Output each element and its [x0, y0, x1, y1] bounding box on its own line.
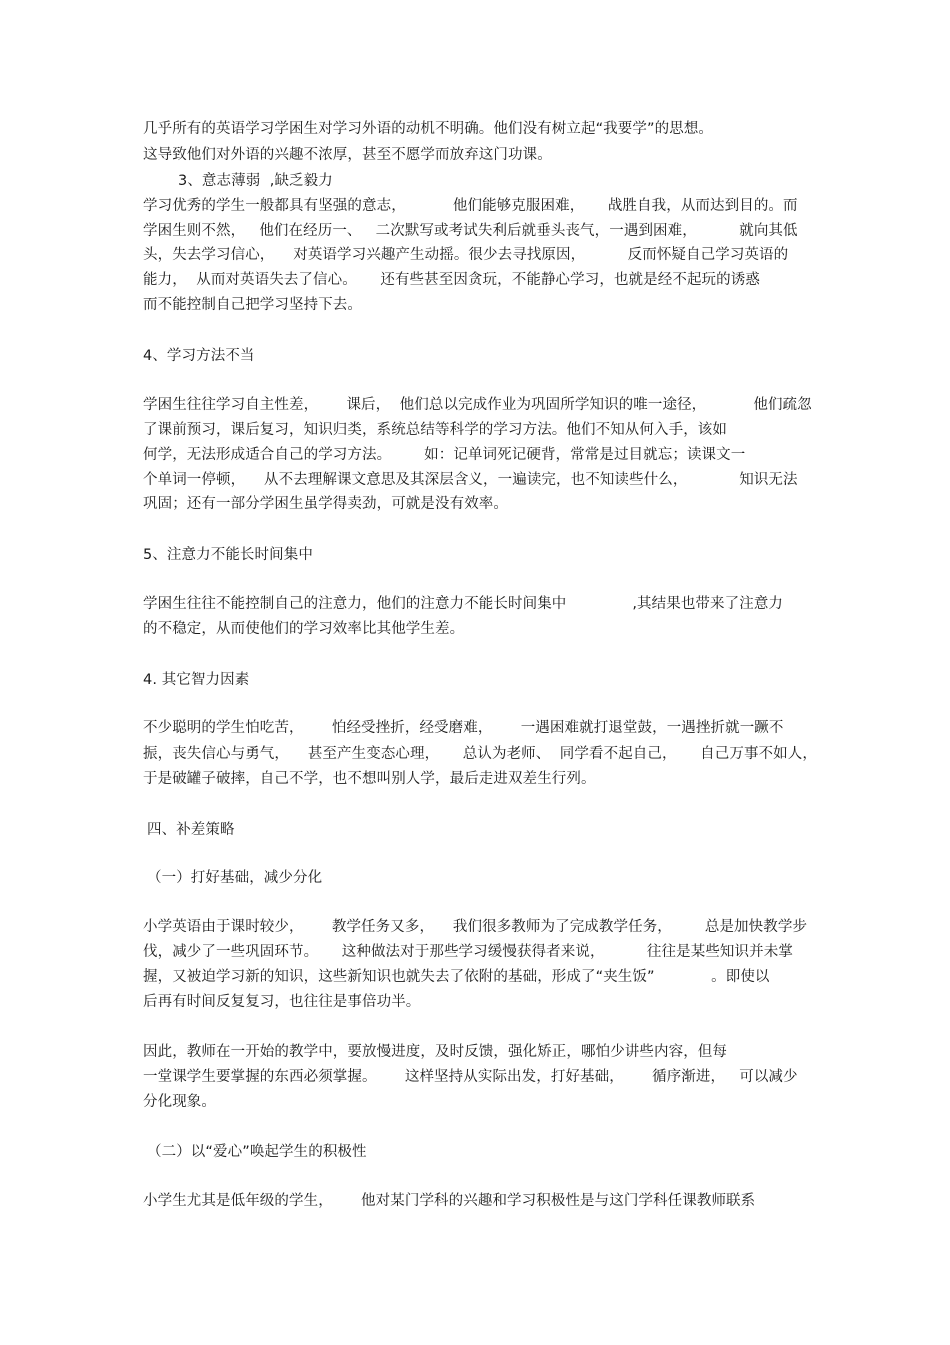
- text-line: 了课前预习，课后复习，知识归类，系统总结等科学的学习方法。他们不知从何入手，该如: [143, 422, 727, 438]
- section-heading: 4. 其它智力因素: [143, 672, 250, 688]
- text-line: 学困生往往不能控制自己的注意力，他们的注意力不能长时间集中 ,其结果也带来了注意力: [143, 596, 784, 612]
- text-line: 小学英语由于课时较少， 教学任务又多， 我们很多教师为了完成教学任务， 总是加快教学步: [143, 919, 808, 935]
- section-heading: 4、学习方法不当: [143, 348, 255, 364]
- text-line: 巩固；还有一部分学困生虽学得卖劲，可就是没有效率。: [143, 496, 508, 512]
- section-heading: 3、意志薄弱 ,缺乏毅力: [178, 173, 333, 189]
- text-line: 能力， 从而对英语失去了信心。 还有些甚至因贪玩，不能静心学习，也就是经不起玩的诱惑: [143, 272, 760, 288]
- text-line: 何学，无法形成适合自己的学习方法。 如：记单词死记硬背，常常是过目就忘；读课文一: [143, 447, 746, 463]
- text-line: 的不稳定，从而使他们的学习效率比其他学生差。: [143, 621, 465, 637]
- text-line: 而不能控制自己把学习坚持下去。: [143, 297, 362, 313]
- text-line: 学困生往往学习自主性差， 课后， 他们总以完成作业为巩固所学知识的唯一途径， 他们疏忽: [143, 397, 812, 413]
- subsection-heading: （二）以“爱心”唤起学生的积极性: [147, 1144, 367, 1160]
- text-line: 学习优秀的学生一般都具有坚强的意志， 他们能够克服困难， 战胜自我，从而达到目的。而: [143, 198, 798, 214]
- text-line: 握，又被迫学习新的知识，这些新知识也就失去了依附的基础，形成了“夹生饭” 。即使以: [143, 969, 770, 985]
- text-line: 分化现象。: [143, 1094, 216, 1110]
- text-line: 后再有时间反复复习，也往往是事倍功半。: [143, 994, 421, 1010]
- text-line: 因此，教师在一开始的教学中，要放慢进度，及时反馈，强化矫正，哪怕少讲些内容，但每: [143, 1044, 727, 1060]
- text-line: 学困生则不然， 他们在经历一、 二次默写或考试失利后就垂头丧气，一遇到困难， 就向其低: [143, 223, 798, 239]
- section-heading: 5、注意力不能长时间集中: [143, 547, 313, 563]
- subsection-heading: （一）打好基础，减少分化: [147, 870, 323, 886]
- text-line: 一堂课学生要掌握的东西必须掌握。 这样坚持从实际出发，打好基础， 循序渐进， 可以减少: [143, 1069, 798, 1085]
- text-line: 不少聪明的学生怕吃苦， 怕经受挫折，经受磨难， 一遇困难就打退堂鼓，一遇挫折就一蹶不: [143, 720, 784, 736]
- section-heading: 四、补差策略: [147, 822, 235, 838]
- text-line: 这导致他们对外语的兴趣不浓厚，甚至不愿学而放弃这门功课。: [143, 147, 552, 163]
- text-line: 振，丧失信心与勇气， 甚至产生变态心理， 总认为老师、 同学看不起自己， 自己万事不如人，: [143, 746, 817, 762]
- text-line: 于是破罐子破摔，自己不学，也不想叫别人学，最后走进双差生行列。: [143, 771, 596, 787]
- text-line: 头，失去学习信心， 对英语学习兴趣产生动摇。很少去寻找原因， 反而怀疑自己学习英语的: [143, 247, 789, 263]
- text-line: 伐，减少了一些巩固环节。 这种做法对于那些学习缓慢获得者来说， 往往是某些知识并未掌: [143, 944, 793, 960]
- text-line: 几乎所有的英语学习学困生对学习外语的动机不明确。他们没有树立起“我要学”的思想。: [143, 121, 714, 137]
- text-line: 小学生尤其是低年级的学生， 他对某门学科的兴趣和学习积极性是与这门学科任课教师联系: [143, 1193, 756, 1209]
- text-line: 个单词一停顿， 从不去理解课文意思及其深层含义，一遍读完，也不知读些什么， 知识无法: [143, 472, 798, 488]
